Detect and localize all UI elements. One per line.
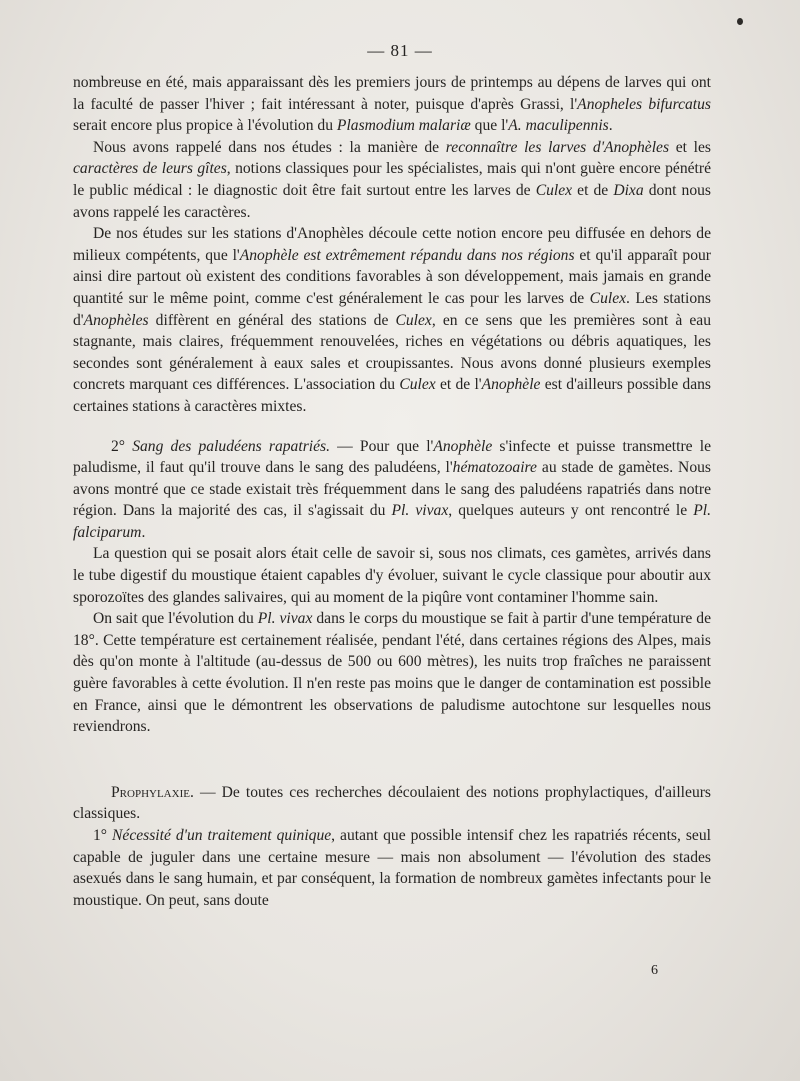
italic-run: Anophèles	[83, 311, 149, 329]
text-run: — De toutes ces recherches découlaient des notions prophylactiques, d'ailleurs classiques.	[73, 783, 711, 823]
italic-run: Plasmodium malariæ	[336, 117, 471, 135]
text-run: , en ce sens que les premières sont à eau stagnante, mais claires, fréquemment renouvelées, riches en végétations ou débris aquatiques, les secondes sont généralement à eaux sales et croupissantes. Nous avons donné plusieurs exemples concrets marquant ces différences. L'association du	[73, 311, 711, 394]
text-run: s'infecte et puisse transmettre le paludisme, il faut qu'il trouve dans le sang des paludéens, l'	[73, 437, 711, 477]
text-run: , quelques auteurs y ont rencontré le	[448, 502, 694, 520]
italic-run: Culex	[395, 311, 432, 329]
italic-run: hématozoaire	[452, 459, 537, 477]
paragraph-5	[73, 543, 711, 608]
text-run: dans le corps du moustique se fait à partir d'une température de 18°. Cette température est certainement réalisée, pendant l'été, dans certaines régions des Alpes, mais dès qu'on monte à l'altitude (au-dessus de 500 ou 600 mètres), les nuits trop fraîches ne paraissent guère favorables à cette évolution. Il n'en reste pas moins que le danger de contamination est possible en France, ainsi que le démontrent les observations de paludisme autochtone sur lesquelles nous reviendrons.	[73, 610, 711, 736]
paragraph-7	[73, 782, 711, 825]
italic-run: Pl. vivax	[391, 502, 449, 520]
italic-run: Anophèle	[433, 437, 493, 455]
italic-run: Pl. falciparum	[73, 502, 711, 541]
text-run: dont nous avons rappelé les caractères.	[73, 181, 712, 221]
text-run: La question qui se posait alors était celle de savoir si, sous nos climats, ces gamètes, arrivés dans le tube digestif du moustique étaient capables d'y évoluer, suivant le cycle classique pour aboutir aux sporozoïtes des glandes salivaires, qui au moment de la piqûre vont contaminer l'homme sain.	[73, 545, 711, 606]
text-run: Nous avons rappelé dans nos études : la manière de	[93, 138, 446, 156]
text-run: et les	[669, 138, 711, 156]
italic-run: caractères de leurs gîtes	[73, 160, 227, 178]
italic-run: Anophèle est extrêmement répandu dans nos régions	[239, 246, 575, 264]
body-text	[73, 72, 711, 911]
italic-run: Culex	[535, 181, 573, 199]
italic-run: Dixa	[613, 181, 644, 199]
text-run: que l'	[470, 117, 509, 135]
text-run: au stade de gamètes. Nous avons montré que ce stade existait très fréquemment dans le sang des paludéens rapatriés dans notre région. Dans la majorité des cas, il s'agissait du	[73, 459, 711, 520]
sheet-number: 6	[651, 963, 658, 978]
paragraph-2	[73, 137, 711, 223]
italic-run: Culex	[399, 376, 436, 394]
paragraph-4	[73, 436, 711, 544]
paragraph-1	[73, 72, 711, 137]
text-run: .	[141, 523, 146, 541]
paragraph-6	[73, 608, 711, 738]
text-run: et qu'il apparaît pour ainsi dire partout où existent des conditions favorables à son développement, mais jamais en grande quantité sur le même point, comme c'est généralement le cas pour les larves de	[73, 246, 711, 307]
text-run: On sait que l'évolution du	[93, 610, 258, 628]
text-run: 1°	[93, 827, 112, 844]
text-run: diffèrent en général des stations de	[148, 311, 396, 329]
text-run: est d'ailleurs possible dans certaines stations à caractères mixtes.	[73, 376, 712, 415]
ink-speck	[737, 18, 743, 25]
italic-run: Nécessité d'un traitement quinique	[112, 827, 332, 844]
italic-run: A. maculipennis	[508, 117, 609, 135]
italic-run: Culex	[589, 289, 627, 307]
page-number: — 81 —	[367, 41, 433, 60]
text-run: De nos études sur les stations d'Anophèles découle cette notion encore peu diffusée en dehors de milieux compétents, que l'	[73, 225, 711, 264]
text-run: serait encore plus propice à l'évolution du	[73, 117, 337, 135]
text-run: nombreuse en été, mais apparaissant dès les premiers jours de printemps au dépens de larves qui ont la faculté de passer l'hiver ; fait intéressant à noter, puisque d'après Grassi, l'	[73, 74, 711, 113]
section-heading: Prophylaxie.	[111, 783, 194, 801]
text-run: . Les stations d'	[73, 289, 711, 329]
text-run: et de l'	[435, 376, 482, 394]
italic-run: Anophèle	[481, 376, 541, 394]
italic-run: reconnaître les larves d'Anophèles	[445, 138, 670, 156]
text-run: et de	[572, 181, 614, 199]
paragraph-3	[73, 223, 711, 417]
paragraph-8	[73, 825, 711, 911]
italic-run: Anopheles bifurcatus	[577, 95, 711, 113]
text-run: .	[608, 117, 613, 135]
text-run: — Pour que l'	[329, 437, 434, 455]
text-run: , autant que possible intensif chez les rapatriés récents, seul capable de juguler dans une certaine mesure — mais non absolument — l'évolution des stades asexués dans le sang humain, et par conséquent, la formation de nombreux gamètes infectants pour le moustique. On peut, sans doute	[73, 827, 711, 909]
section-heading: Sang des paludéens rapatriés.	[132, 437, 330, 455]
text-run: , notions classiques pour les spécialistes, mais qui n'ont guère encore pénétré le public médical : le diagnostic doit être fait surtout entre les larves de	[73, 160, 711, 199]
text-run: 2°	[111, 437, 133, 455]
italic-run: Pl. vivax	[257, 610, 313, 628]
